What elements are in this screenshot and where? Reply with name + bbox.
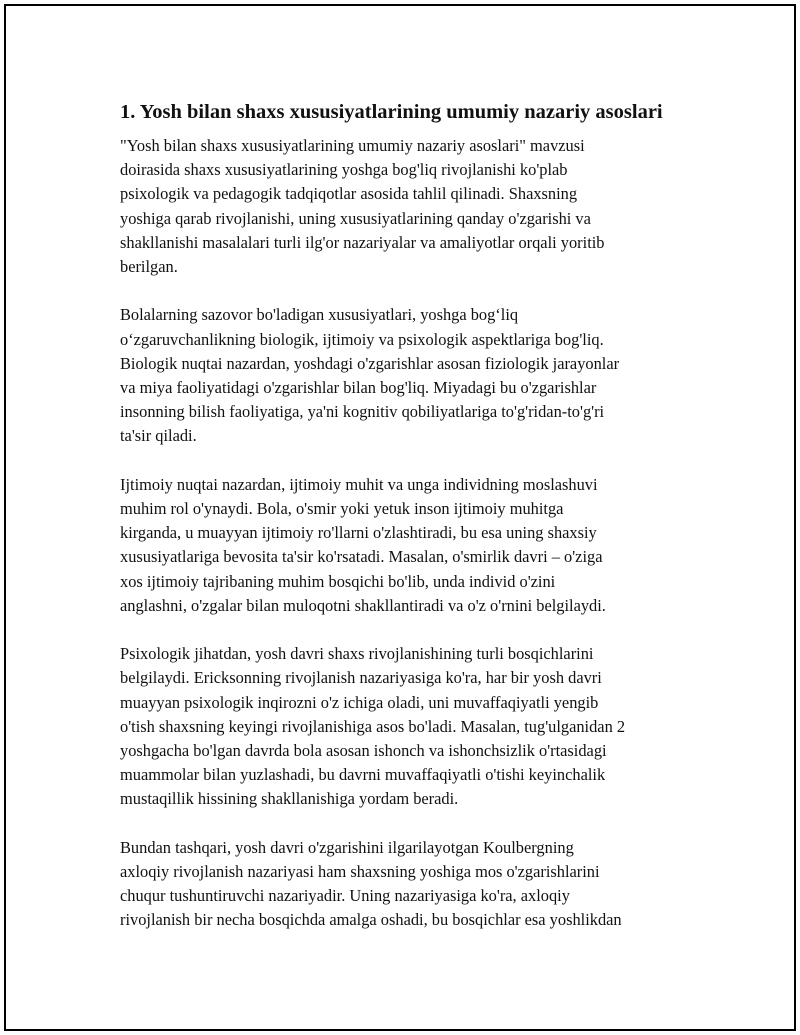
- text-line: Biologik nuqtai nazardan, yoshdagi o'zgarishlar asosan fiziologik jarayonlar: [120, 353, 620, 373]
- text-line: shakllanishi masalalari turli ilg'or nazariyalar va amaliyotlar orqali yoritib: [120, 232, 605, 252]
- document-body: [120, 100, 692, 957]
- text-line: yoshiga qarab rivojlanishi, uning xususiyatlarining qanday o'zgarishi va: [120, 208, 591, 228]
- paragraph: [120, 473, 692, 618]
- paragraph: [120, 836, 692, 933]
- text-line: muhim rol o'ynaydi. Bola, o'smir yoki yetuk inson ijtimoiy muhitga: [120, 499, 564, 519]
- text-line: berilgan.: [120, 257, 178, 277]
- page-frame: [4, 4, 796, 1031]
- text-line: insonning bilish faoliyatiga, ya'ni kognitiv qobiliyatlariga to'g'ridan-to'g'ri: [120, 402, 605, 422]
- paragraph: [120, 642, 692, 811]
- text-line: o'tish shaxsning keyingi rivojlanishiga asos bo'ladi. Masalan, tug'ulganidan 2: [120, 716, 626, 736]
- paragraph: [120, 134, 692, 279]
- text-line: anglashni, o'zgalar bilan muloqotni shakllantiradi va o'z o'rnini belgilaydi.: [120, 595, 606, 615]
- text-line: xos ijtimoiy tajribaning muhim bosqichi bo'lib, unda individ o'zini: [120, 571, 556, 591]
- text-line: rivojlanish bir necha bosqichda amalga oshadi, bu bosqichlar esa yoshlikdan: [120, 910, 622, 930]
- text-line: Psixologik jihatdan, yosh davri shaxs rivojlanishining turli bosqichlarini: [120, 644, 594, 664]
- text-line: xususiyatlariga bevosita ta'sir ko'rsatadi. Masalan, o'smirlik davri – o'ziga: [120, 547, 603, 567]
- text-line: kirganda, u muayyan ijtimoiy ro'llarni o'zlashtiradi, bu esa uning shaxsiy: [120, 523, 597, 543]
- text-line: belgilaydi. Ericksonning rivojlanish nazariyasiga ko'ra, har bir yosh davri: [120, 668, 602, 688]
- text-line: Ijtimoiy nuqtai nazardan, ijtimoiy muhit va unga individning moslashuvi: [120, 474, 598, 494]
- text-line: Bundan tashqari, yosh davri o'zgarishini ilgarilayotgan Koulbergning: [120, 837, 574, 857]
- text-line: chuqur tushuntiruvchi nazariyadir. Uning nazariyasiga ko'ra, axloqiy: [120, 886, 570, 906]
- section-heading: 1. Yosh bilan shaxs xususiyatlarining umumiy nazariy asoslari: [120, 101, 663, 123]
- text-line: muayyan psixologik inqirozni o'z ichiga oladi, uni muvaffaqiyatli yengib: [120, 692, 599, 712]
- text-line: o‘zgaruvchanlikning biologik, ijtimoiy va psixologik aspektlariga bog'liq.: [120, 329, 604, 349]
- text-line: psixologik va pedagogik tadqiqotlar asosida tahlil qilinadi. Shaxsning: [120, 184, 578, 204]
- text-line: muammolar bilan yuzlashadi, bu davrni muvaffaqiyatli o'tishi keyinchalik: [120, 765, 606, 785]
- text-line: va miya faoliyatidagi o'zgarishlar bilan bog'liq. Miyadagi bu o'zgarishlar: [120, 378, 597, 398]
- text-line: "Yosh bilan shaxs xususiyatlarining umumiy nazariy asoslari" mavzusi: [120, 136, 585, 155]
- paragraph: [120, 303, 692, 448]
- text-line: Bolalarning sazovor bo'ladigan xususiyatlari, yoshga bog‘liq: [120, 305, 519, 325]
- text-line: axloqiy rivojlanish nazariyasi ham shaxsning yoshiga mos o'zgarishlarini: [120, 862, 600, 882]
- text-line: mustaqillik hissining shakllanishiga yordam beradi.: [120, 789, 459, 809]
- text-line: yoshgacha bo'lgan davrda bola asosan ishonch va ishonchsizlik o'rtasidagi: [120, 741, 607, 761]
- text-line: doirasida shaxs xususiyatlarining yoshga bog'liq rivojlanishi ko'plab: [120, 160, 568, 180]
- text-line: ta'sir qiladi.: [120, 426, 197, 446]
